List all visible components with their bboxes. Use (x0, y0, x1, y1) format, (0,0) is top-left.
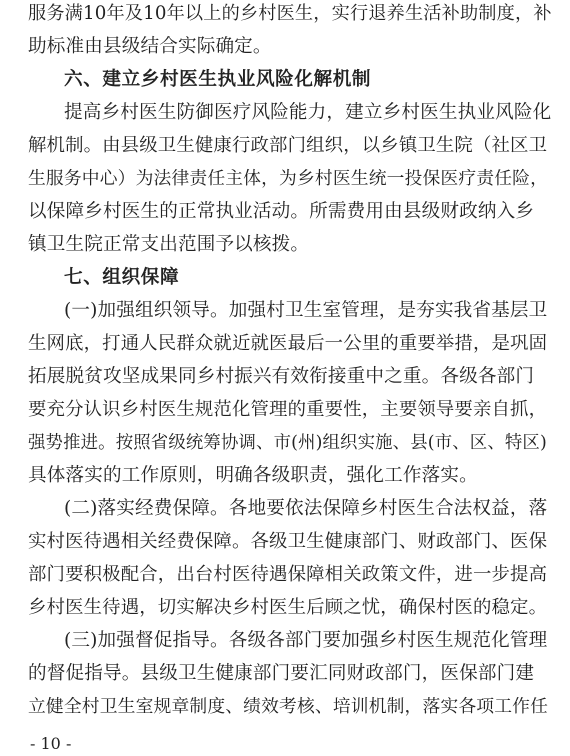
text-line: 助标准由县级结合实际确定。 (28, 36, 272, 57)
section-heading: 六、建立乡村医生执业风险化解机制 (64, 69, 372, 90)
text-line: 生网底，打通人民群众就近就医最后一公里的重要举措，是巩固 (28, 333, 548, 354)
text-line: 强势推进。按照省级统筹协调、市(州)组织实施、县(市、区、特区) (28, 433, 547, 453)
text-line: 解机制。由县级卫生健康行政部门组织，以乡镇卫生院（社区卫 (28, 135, 548, 156)
text-line: 要充分认识乡村医生规范化管理的重要性，主要领导要亲自抓， (28, 399, 548, 420)
text-line: 部门要积极配合，出台村医待遇保障相关政策文件，进一步提高 (28, 564, 548, 585)
page-number: - 10 - (30, 734, 72, 753)
text-line: 镇卫生院正常支出范围予以核拨。 (28, 234, 310, 255)
text-line: 立健全村卫生室规章制度、绩效考核、培训机制，落实各项工作任 (28, 696, 549, 717)
text-line: 生服务中心）为法律责任主体，为乡村医生统一投保医疗责任险， (28, 168, 549, 189)
text-line: 提高乡村医生防御医疗风险能力，建立乡村医生执业风险化 (64, 102, 552, 123)
text-line: 服务满10年及10年以上的乡村医生，实行退养生活补助制度，补 (28, 3, 552, 24)
section-heading: 七、组织保障 (64, 267, 180, 288)
text-line: 的督促指导。县级卫生健康部门要汇同财政部门，医保部门建 (28, 663, 535, 684)
text-line: (三)加强督促指导。各级各部门要加强乡村医生规范化管理 (64, 630, 548, 651)
text-line: 以保障乡村医生的正常执业活动。所需费用由县级财政纳入乡 (28, 201, 535, 222)
text-line: (二)落实经费保障。各地要依法保障乡村医生合法权益，落 (64, 498, 548, 519)
text-line: 具体落实的工作原则，明确各级职责，强化工作落实。 (28, 465, 478, 486)
text-line: (一)加强组织领导。加强村卫生室管理，是夯实我省基层卫 (64, 300, 548, 321)
text-line: 拓展脱贫攻坚成果同乡村振兴有效衔接重中之重。各级各部门 (28, 366, 535, 387)
text-line: 实村医待遇相关经费保障。各级卫生健康部门、财政部门、医保 (28, 531, 548, 552)
text-line: 乡村医生待遇，切实解决乡村医生后顾之忧，确保村医的稳定。 (28, 597, 548, 618)
